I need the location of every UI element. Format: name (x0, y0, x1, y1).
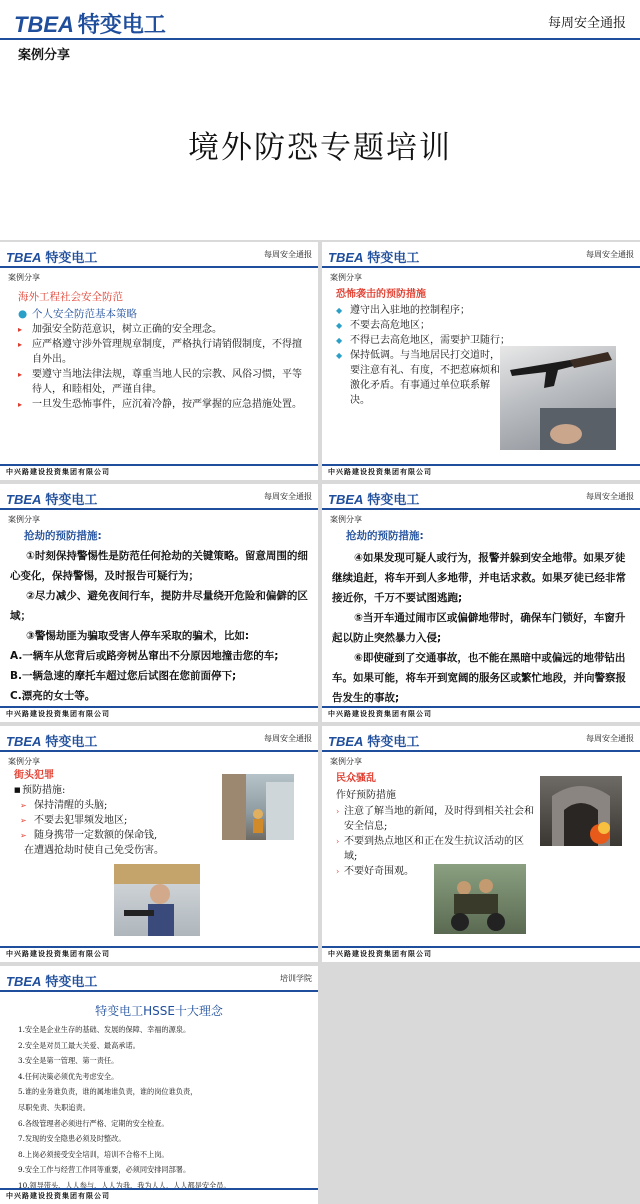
list-item (336, 834, 536, 864)
principle-item: 5.谁的业务谁负责，谁的属地谁负责，谁的岗位谁负责， (18, 1087, 198, 1097)
slide-footer (0, 706, 318, 722)
riot-motorbike-photo (434, 864, 526, 934)
logo-latin: TBEA (6, 974, 42, 989)
logo-cn: 特变电工 (45, 974, 98, 989)
principle-item: 7.发现的安全隐患必须及时整改。 (18, 1134, 126, 1144)
paragraph: ⑥即使碰到了交通事故，也不能在黑暗中或偏远的地带钻出车。如果可能，将车开到宽阔的服务区或繁忙地段，并向警察报告发生的事故; (332, 652, 626, 704)
list-item-text: 加强安全防范意识，树立正确的安全理念。 (32, 324, 222, 335)
list-item-text: 遵守出入驻地的控制程序； (350, 305, 470, 316)
list-item-text: 保持低调。与当地居民打交道时，要注意有礼、有度，不把惹麻烦和激化矛盾。有事通过单位联系解决。 (350, 350, 500, 406)
slide-header (0, 0, 640, 40)
slide-header (0, 242, 318, 268)
list-item-text: 不得已去高危地区，需要护卫随行； (350, 335, 510, 346)
arrow-icon: ➢ (20, 801, 27, 810)
slide-header (0, 966, 318, 992)
list-item-text: 要遵守当地法律法规，尊重当地人民的宗教、风俗习惯，平等待人，和睦相处，严谨自律。 (32, 369, 302, 395)
case-label: 案例分享 (8, 757, 40, 766)
slide-civil-unrest (322, 726, 640, 962)
footer-text: 中兴路建设投资集团有限公司 (6, 949, 110, 958)
case-label: 案例分享 (8, 273, 40, 282)
section-heading: 恐怖袭击的预防措施 (336, 289, 426, 300)
slide-header (322, 242, 640, 268)
list-item-text: 一旦发生恐怖事件，应沉着冷静，按严掌握的应急措施处置。 (32, 399, 302, 410)
section-heading: 抢劫的预防措施: (24, 530, 102, 542)
list-item (18, 367, 310, 397)
principle-item: 10.领导带头、人人参与、人人为我、我为人人，人人都是安全员。 (18, 1180, 231, 1190)
gun-illustration (500, 346, 616, 450)
paragraph: ①时刻保持警惕性是防范任何抢劫的关键策略。留意周围的细心变化，保持警惕，及时报告可疑行为； (10, 550, 308, 582)
section-heading: 民众骚乱 (336, 773, 376, 784)
list-item-text: 注意了解当地的新闻，及时得到相关社会和安全信息; (344, 806, 534, 832)
riot-fire-illustration (540, 776, 622, 846)
arrow-icon: ▸ (18, 340, 23, 349)
case-label: 案例分享 (330, 515, 362, 524)
tbea-logo (6, 247, 97, 266)
arrow-icon: › (336, 867, 340, 876)
slide-header (322, 726, 640, 752)
diamond-icon: ◆ (336, 306, 343, 315)
slide-robbery-1 (0, 484, 318, 722)
list-item-text: 不要去高危地区； (350, 320, 430, 331)
sub-heading (14, 783, 214, 798)
footer-text: 中兴路建设投资集团有限公司 (328, 949, 432, 958)
diamond-icon: ◆ (336, 321, 343, 330)
logo-latin: TBEA (6, 492, 42, 507)
gun-photo (500, 346, 616, 450)
sub-heading-text: 预防措施: (22, 785, 66, 796)
logo-cn: 特变电工 (45, 250, 98, 265)
principle-item: 3.安全是第一管理、第一责任。 (18, 1056, 119, 1066)
footer-text: 中兴路建设投资集团有限公司 (6, 709, 110, 718)
square-icon: ■ (14, 786, 21, 794)
list-item-text: 不要好奇围观。 (344, 866, 414, 877)
street-photo (222, 774, 294, 840)
list-tail: 在遭遇抢劫时使自己免受伤害。 (24, 845, 164, 856)
list-item-text: 随身携带一定数额的保命钱, (34, 830, 158, 841)
logo-cn: 特变电工 (77, 12, 166, 37)
header-right: 每周安全通报 (547, 16, 626, 31)
slide-footer (322, 464, 640, 480)
principles-list (18, 1022, 314, 1194)
footer-text: 中兴路建设投资集团有限公司 (6, 1191, 110, 1200)
case-label: 案例分享 (330, 273, 362, 282)
sub-heading-text: 个人安全防范基本策略 (32, 308, 137, 320)
slide-robbery-2 (322, 484, 640, 722)
slide-street-crime (0, 726, 318, 962)
header-right: 每周安全通报 (264, 734, 312, 743)
tbea-logo (6, 489, 97, 508)
slide-header (322, 484, 640, 510)
list-item (20, 828, 214, 843)
logo-latin: TBEA (328, 250, 364, 265)
tbea-logo (14, 8, 166, 39)
logo-cn: 特变电工 (45, 492, 98, 507)
slide-footer (0, 1188, 318, 1204)
list-item (18, 322, 310, 337)
list-item-text: 不要去犯罪频发地区; (34, 815, 128, 826)
list-item-text: 不要到热点地区和正在发生抗议活动的区域; (344, 836, 524, 862)
arrow-icon: ➢ (20, 816, 27, 825)
case-label: 案例分享 (330, 757, 362, 766)
robbery-photo (114, 864, 200, 936)
logo-cn: 特变电工 (367, 734, 420, 749)
robbery-illustration (114, 864, 200, 936)
list-item (20, 798, 214, 813)
arrow-icon: ▸ (18, 400, 23, 409)
footer-text: 中兴路建设投资集团有限公司 (328, 709, 432, 718)
list-item (18, 337, 310, 367)
logo-latin: TBEA (328, 734, 364, 749)
logo-latin: TBEA (14, 12, 74, 37)
principle-item: 尽职免责、失职追责。 (18, 1102, 90, 1112)
section-heading: 街头犯罪 (14, 770, 54, 781)
principle-item: 4.任何决策必须优先考虑安全。 (18, 1071, 119, 1081)
footer-text: 中兴路建设投资集团有限公司 (6, 467, 110, 476)
arrow-icon: ➢ (20, 831, 27, 840)
street-illustration (222, 774, 294, 840)
slide-body (18, 288, 310, 412)
principle-item: 1.安全是企业生存的基础、发展的保障、幸福的源泉。 (18, 1025, 191, 1034)
slide-header (0, 726, 318, 752)
arrow-icon: ▸ (18, 370, 23, 379)
slide-body (336, 770, 536, 879)
case-label: 案例分享 (8, 515, 40, 524)
slide-footer (322, 706, 640, 722)
logo-cn: 特变电工 (367, 250, 420, 265)
riot-motorbike-illustration (434, 864, 526, 934)
list-item (20, 813, 214, 828)
header-right: 培训学院 (280, 974, 312, 983)
principle-item: 8.上岗必须接受安全培训，培训不合格不上岗。 (18, 1149, 169, 1159)
list-item-text: 应严格遵守涉外管理规章制度，严格执行请销假制度，不得擅自外出。 (32, 339, 302, 365)
paragraph: A.一辆车从您背后或路旁树丛窜出不分原因地撞击您的车; (10, 650, 279, 662)
list-item (336, 318, 636, 333)
slide-body (332, 548, 630, 708)
section-heading: 海外工程社会安全防范 (18, 291, 123, 303)
list-item (336, 348, 500, 408)
slide-header (0, 484, 318, 510)
tbea-logo (6, 971, 97, 990)
header-right: 每周安全通报 (264, 250, 312, 259)
tbea-logo (328, 489, 419, 508)
tbea-logo (6, 731, 97, 750)
logo-latin: TBEA (6, 734, 42, 749)
slide-hsse-principles (0, 966, 318, 1204)
logo-latin: TBEA (328, 492, 364, 507)
header-right: 每周安全通报 (586, 250, 634, 259)
diamond-icon: ◆ (336, 336, 343, 345)
slide-footer (0, 464, 318, 480)
diamond-icon: ◆ (336, 351, 343, 360)
slide-footer (0, 946, 318, 962)
list-item (336, 303, 636, 318)
footer-text: 中兴路建设投资集团有限公司 (328, 467, 432, 476)
paragraph: ⑤当开车通过闹市区或偏僻地带时，确保车门锁好，车窗升起以防止突然暴力入侵; (332, 612, 626, 644)
dot-icon: ● (18, 308, 28, 320)
slide-terror-prevention (322, 242, 640, 480)
arrow-icon: ▸ (18, 325, 23, 334)
slide-body (14, 768, 214, 858)
arrow-icon: › (336, 807, 340, 816)
paragraph: ④如果发现可疑人或行为，报警并躲到安全地带。如果歹徒继续追赶，将车开到人多地带，并电话求救。如果歹徒已经非常接近你，千万不要试图逃跑; (332, 552, 626, 604)
slide-social-security (0, 242, 318, 480)
slide-body (10, 546, 308, 706)
principle-item: 2.安全是对员工最大关爱、最高承诺。 (18, 1040, 140, 1050)
principle-item: 9.安全工作与经营工作同等重要，必须同安排同部署。 (18, 1165, 191, 1175)
paragraph: B.一辆急速的摩托车超过您后试图在您前面停下; (10, 670, 237, 682)
header-right: 每周安全通报 (586, 734, 634, 743)
slide-title: 特变电工HSSE十大理念 (95, 1004, 223, 1018)
logo-latin: TBEA (6, 250, 42, 265)
tbea-logo (328, 247, 419, 266)
header-right: 每周安全通报 (264, 492, 312, 501)
tbea-logo (328, 731, 419, 750)
slide-title (0, 0, 640, 240)
header-right: 每周安全通报 (586, 492, 634, 501)
case-label: 案例分享 (18, 48, 71, 63)
sub-heading (18, 306, 310, 322)
arrow-icon: › (336, 837, 340, 846)
logo-cn: 特变电工 (367, 492, 420, 507)
riot-fire-photo (540, 776, 622, 846)
list-item (18, 397, 310, 412)
slide-footer (322, 946, 640, 962)
section-heading: 抢劫的预防措施: (346, 530, 424, 542)
logo-cn: 特变电工 (45, 734, 98, 749)
list-item-text: 保持清醒的头脑; (34, 800, 108, 811)
paragraph: C.漂亮的女士等。 (10, 690, 96, 702)
paragraph: ③警惕劫匪为骗取受害人停车采取的骗术，比如: (26, 630, 250, 642)
principle-item: 6.各级管理者必须进行严格、定期的安全检查。 (18, 1118, 169, 1128)
list-item (336, 804, 536, 834)
sub-heading: 作好预防措施 (336, 790, 396, 801)
page-title: 境外防恐专题培训 (188, 130, 452, 166)
paragraph: ②尽力减少、避免夜间行车，提防井尽量绕开危险和偏僻的区域； (10, 590, 308, 622)
